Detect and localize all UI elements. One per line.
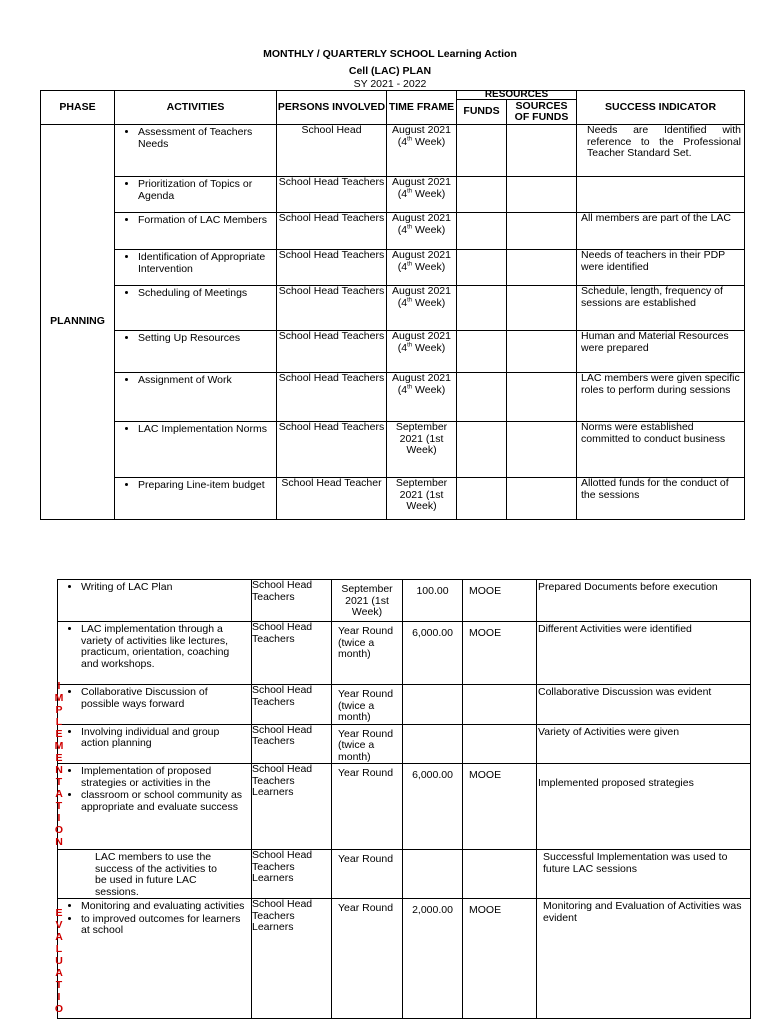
activity-text: LAC members to use the success of the activities to be used in future LAC sessions.: [95, 851, 217, 898]
activity-cell: [115, 213, 277, 250]
activity-item: • Formation of LAC Members: [138, 215, 273, 227]
table-row: [58, 685, 751, 725]
table-row: [58, 899, 751, 1019]
time-frame-cell: Year Round: [332, 850, 403, 899]
header-funds: FUNDS: [457, 100, 507, 125]
success-indicator-cell: Needs are Identified with reference to the Professional Teacher Standard Set.: [577, 125, 745, 177]
activity-list: [58, 582, 248, 594]
table-row: [41, 478, 745, 520]
activity-item: • LAC Implementation Norms: [138, 424, 273, 436]
activity-list: [115, 179, 273, 202]
activity-item: • classroom or school community as appropriate and evaluate success: [81, 790, 248, 813]
funds-cell: [457, 331, 507, 373]
table-row: [41, 213, 745, 250]
persons-cell: School Head Teachers: [277, 422, 387, 478]
doc-title-line1: MONTHLY / QUARTERLY SCHOOL Learning Action: [263, 48, 517, 60]
sources-cell: [463, 850, 537, 899]
time-frame-cell: August 2021 (4th Week): [387, 286, 457, 331]
funds-cell: 6,000.00: [403, 764, 463, 850]
persons-cell: School Head Teachers: [252, 580, 332, 622]
activity-item: • Involving individual and group action planning: [81, 727, 248, 750]
table-row: [41, 422, 745, 478]
persons-cell: School Head Teachers: [277, 286, 387, 331]
persons-cell: School Head Teachers: [252, 622, 332, 685]
header-resources: RESOURCES: [457, 91, 577, 100]
time-frame-cell: Year Round (twice a month): [332, 622, 403, 685]
sources-cell: MOOE: [463, 764, 537, 850]
time-frame-cell: August 2021 (4th Week): [387, 213, 457, 250]
success-indicator-cell: Successful Implementation was used to future LAC sessions: [537, 850, 751, 899]
header-time-frame: TIME FRAME: [387, 91, 457, 125]
activity-list: [115, 288, 273, 300]
funds-cell: 100.00: [403, 580, 463, 622]
doc-title-line2: Cell (LAC) PLAN: [348, 65, 432, 77]
table-row: [58, 724, 751, 764]
activity-cell: [115, 478, 277, 520]
activity-cell: [115, 373, 277, 422]
activity-cell: [115, 250, 277, 286]
sources-cell: [507, 213, 577, 250]
activity-item: • Assessment of Teachers Needs: [138, 127, 273, 150]
activity-item: • Prioritization of Topics or Agenda: [138, 179, 273, 202]
success-indicator-cell: Human and Material Resources were prepared: [577, 331, 745, 373]
funds-cell: [403, 685, 463, 725]
time-frame-cell: Year Round (twice a month): [332, 685, 403, 725]
time-frame-cell: September 2021 (1st Week): [387, 422, 457, 478]
persons-cell: School Head Teachers: [277, 373, 387, 422]
activity-cell: [115, 422, 277, 478]
sources-cell: MOOE: [463, 580, 537, 622]
header-persons-involved: PERSONS INVOLVED: [277, 91, 387, 125]
table-row: [58, 764, 751, 850]
implementation-side-label: I M P L E M E N T A T I O N: [54, 680, 64, 848]
activity-cell: [58, 850, 252, 899]
activity-list: [115, 375, 273, 387]
activity-cell: [58, 724, 252, 764]
activity-item: • Setting Up Resources: [138, 333, 273, 345]
activity-list: [115, 333, 273, 345]
activity-item: • Monitoring and evaluating activities: [81, 901, 248, 913]
success-indicator-cell: Different Activities were identified: [537, 622, 751, 685]
activity-list: [115, 215, 273, 227]
header-success-indicator: SUCCESS INDICATOR: [577, 91, 745, 125]
activity-list: [58, 766, 248, 813]
activity-cell: [58, 899, 252, 1019]
sources-cell: [507, 422, 577, 478]
time-frame-cell: August 2021 (4th Week): [387, 125, 457, 177]
success-indicator-cell: Variety of Activities were given: [537, 724, 751, 764]
activity-item: • Assignment of Work: [138, 375, 273, 387]
funds-cell: [457, 250, 507, 286]
sources-cell: [507, 373, 577, 422]
persons-cell: School Head Teachers: [252, 685, 332, 725]
persons-cell: School Head Teachers: [277, 331, 387, 373]
phase-cell: PLANNING: [41, 125, 115, 520]
table-row: [58, 622, 751, 685]
implementation-table: [57, 579, 751, 1019]
activity-list: [115, 127, 273, 150]
school-year: SY 2021 - 2022: [353, 78, 427, 90]
time-frame-cell: Year Round (twice a month): [332, 724, 403, 764]
funds-cell: [403, 724, 463, 764]
funds-cell: [457, 422, 507, 478]
activity-item: • Identification of Appropriate Intervention: [138, 252, 273, 275]
success-indicator-cell: All members are part of the LAC: [577, 213, 745, 250]
persons-cell: School Head Teachers: [252, 724, 332, 764]
success-indicator-cell: Collaborative Discussion was evident: [537, 685, 751, 725]
sources-cell: [507, 331, 577, 373]
funds-cell: 6,000.00: [403, 622, 463, 685]
funds-cell: [457, 177, 507, 213]
activity-cell: [58, 580, 252, 622]
activity-cell: [58, 764, 252, 850]
activity-item: • LAC implementation through a variety of activities like lectures, practicum, orientation, coaching and workshops.: [81, 624, 248, 670]
activity-list: [58, 727, 248, 750]
sources-cell: [507, 478, 577, 520]
activity-cell: [58, 622, 252, 685]
activity-list: [115, 252, 273, 275]
success-indicator-cell: Prepared Documents before execution: [537, 580, 751, 622]
funds-cell: [403, 850, 463, 899]
header-sources-of-funds: SOURCES OF FUNDS: [507, 100, 577, 125]
success-indicator-cell: LAC members were given specific roles to perform during sessions: [577, 373, 745, 422]
time-frame-cell: September 2021 (1st Week): [387, 478, 457, 520]
table-row: [41, 373, 745, 422]
sources-cell: MOOE: [463, 899, 537, 1019]
sources-cell: [507, 250, 577, 286]
time-frame-cell: Year Round: [332, 899, 403, 1019]
activity-list: [115, 480, 273, 492]
header-phase: PHASE: [41, 91, 115, 125]
activity-cell: [58, 685, 252, 725]
activity-item: • Writing of LAC Plan: [81, 582, 248, 594]
success-indicator-cell: Implemented proposed strategies: [537, 764, 751, 850]
success-indicator-cell: Allotted funds for the conduct of the sessions: [577, 478, 745, 520]
time-frame-cell: August 2021 (4th Week): [387, 250, 457, 286]
table-row: [41, 125, 745, 177]
activity-list: [115, 424, 273, 436]
time-frame-cell: August 2021 (4th Week): [387, 177, 457, 213]
persons-cell: School Head Teachers: [277, 250, 387, 286]
sources-cell: [507, 177, 577, 213]
activity-list: [58, 687, 248, 710]
sources-cell: [463, 685, 537, 725]
planning-table: [40, 90, 745, 520]
funds-cell: [457, 373, 507, 422]
sources-cell: [507, 125, 577, 177]
persons-cell: School Head Teachers Learners: [252, 899, 332, 1019]
funds-cell: [457, 286, 507, 331]
time-frame-cell: August 2021 (4th Week): [387, 331, 457, 373]
success-indicator-cell: Monitoring and Evaluation of Activities was evident: [537, 899, 751, 1019]
table-row: [41, 250, 745, 286]
persons-cell: School Head Teachers: [277, 177, 387, 213]
time-frame-cell: Year Round: [332, 764, 403, 850]
activity-cell: [115, 125, 277, 177]
table-row: [58, 580, 751, 622]
success-indicator-cell: [577, 177, 745, 213]
funds-cell: [457, 478, 507, 520]
activity-item: • Preparing Line-item budget: [138, 480, 273, 492]
sources-cell: MOOE: [463, 622, 537, 685]
activity-list: [58, 901, 248, 937]
activity-list: [58, 624, 248, 670]
activity-item: • to improved outcomes for learners at school: [81, 914, 248, 937]
persons-cell: School Head Teachers: [277, 213, 387, 250]
activity-cell: [115, 331, 277, 373]
activity-item: • Collaborative Discussion of possible ways forward: [81, 687, 248, 710]
success-indicator-cell: Norms were established committed to conduct business: [577, 422, 745, 478]
funds-cell: 2,000.00: [403, 899, 463, 1019]
persons-cell: School Head Teachers Learners: [252, 764, 332, 850]
persons-cell: School Head Teachers Learners: [252, 850, 332, 899]
success-indicator-cell: Schedule, length, frequency of sessions are established: [577, 286, 745, 331]
time-frame-cell: August 2021 (4th Week): [387, 373, 457, 422]
activity-item: • Implementation of proposed strategies or activities in the: [81, 766, 248, 789]
success-indicator-cell: Needs of teachers in their PDP were identified: [577, 250, 745, 286]
persons-cell: School Head Teacher: [277, 478, 387, 520]
table-row: [58, 850, 751, 899]
persons-cell: School Head: [277, 125, 387, 177]
header-activities: ACTIVITIES: [115, 91, 277, 125]
table-row: [41, 286, 745, 331]
evaluation-side-label: E V A L U A T I O: [54, 907, 64, 1015]
table-row: [41, 331, 745, 373]
funds-cell: [457, 125, 507, 177]
sources-cell: [507, 286, 577, 331]
table-row: [41, 177, 745, 213]
activity-cell: [115, 177, 277, 213]
sources-cell: [463, 724, 537, 764]
time-frame-cell: September 2021 (1st Week): [332, 580, 403, 622]
funds-cell: [457, 213, 507, 250]
activity-item: • Scheduling of Meetings: [138, 288, 273, 300]
activity-cell: [115, 286, 277, 331]
